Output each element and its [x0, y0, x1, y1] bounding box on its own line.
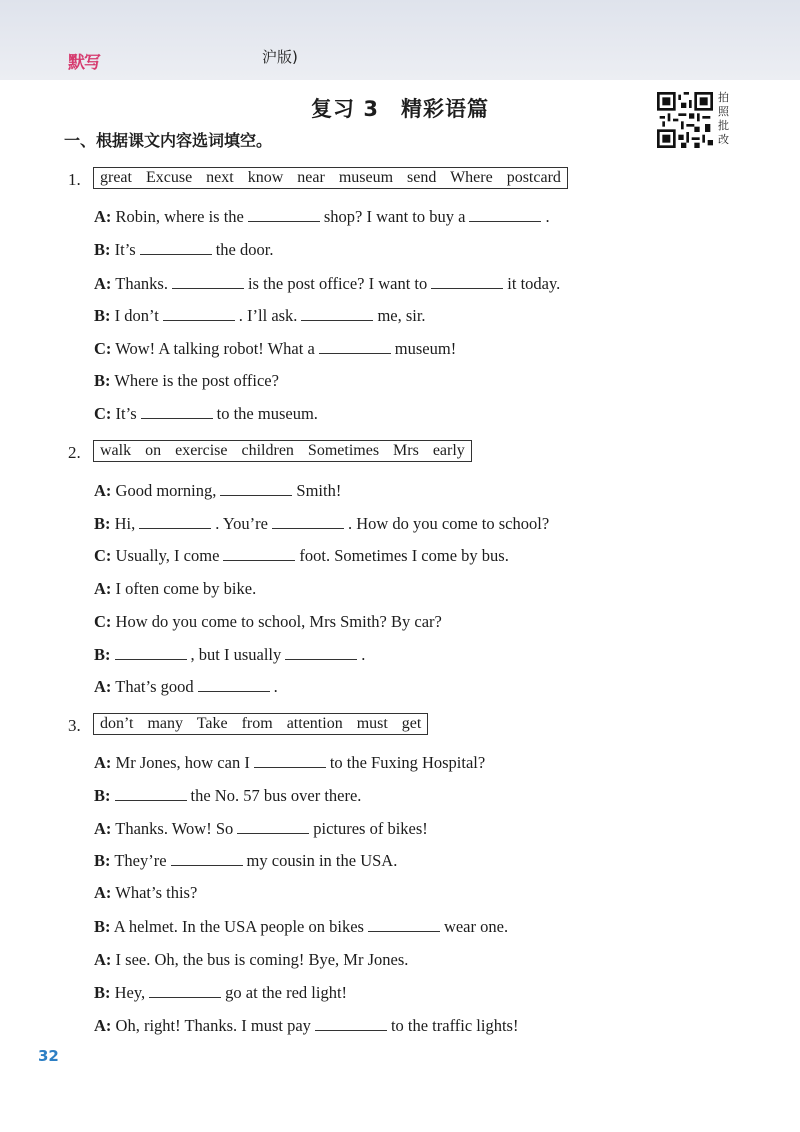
dialogue-line: C: How do you come to school, Mrs Smith? By car?	[94, 612, 442, 631]
dialogue-line: A: Oh, right! Thanks. I must pay to the traffic lights!	[94, 1016, 519, 1035]
dialogue-line: B: A helmet. In the USA people on bikes wear one.	[94, 917, 509, 936]
dialogue-line: B: Hey, go at the red light!	[94, 983, 348, 1002]
answer-blank[interactable]	[115, 786, 187, 801]
answer-blank[interactable]	[149, 983, 221, 998]
section-heading: 一、根据课文内容选词填空。	[64, 131, 273, 150]
header-band	[0, 0, 800, 80]
dialogue-line: B: Where is the post office?	[94, 371, 279, 390]
answer-blank[interactable]	[171, 851, 243, 866]
dialogue-line: A: Thanks. is the post office? I want to it today.	[94, 274, 561, 293]
brand-logo: 默写	[68, 53, 100, 73]
answer-blank[interactable]	[469, 207, 541, 222]
answer-blank[interactable]	[115, 645, 187, 660]
page-number: 32	[38, 1047, 59, 1065]
dialogue-line: B: It’s the door.	[94, 240, 274, 259]
dialogue-line: C: It’s to the museum.	[94, 404, 318, 423]
answer-blank[interactable]	[272, 514, 344, 529]
qr-scan-label: 拍 照 批 改	[718, 91, 729, 146]
answer-blank[interactable]	[163, 306, 235, 321]
dialogue-line: C: Usually, I come foot. Sometimes I come by bus.	[94, 546, 509, 565]
edition-label: 沪版)	[262, 48, 298, 66]
answer-blank[interactable]	[301, 306, 373, 321]
question-number: 1.	[68, 170, 81, 189]
dialogue-line: B: They’re my cousin in the USA.	[94, 851, 398, 870]
question-number: 2.	[68, 443, 81, 462]
word-bank: don’t many Take from attention must get	[93, 713, 428, 735]
answer-blank[interactable]	[237, 819, 309, 834]
page-title: 复习 3 精彩语篇	[311, 97, 489, 121]
answer-blank[interactable]	[254, 753, 326, 768]
answer-blank[interactable]	[319, 339, 391, 354]
question-number: 3.	[68, 716, 81, 735]
dialogue-line: A: I see. Oh, the bus is coming! Bye, Mr Jones.	[94, 950, 409, 969]
word-bank: walk on exercise children Sometimes Mrs early	[93, 440, 472, 462]
answer-blank[interactable]	[431, 274, 503, 289]
answer-blank[interactable]	[223, 546, 295, 561]
dialogue-line: A: Mr Jones, how can I to the Fuxing Hospital?	[94, 753, 486, 772]
answer-blank[interactable]	[220, 481, 292, 496]
answer-blank[interactable]	[198, 677, 270, 692]
answer-blank[interactable]	[172, 274, 244, 289]
answer-blank[interactable]	[140, 240, 212, 255]
dialogue-line: A: Good morning, Smith!	[94, 481, 342, 500]
answer-blank[interactable]	[368, 917, 440, 932]
answer-blank[interactable]	[285, 645, 357, 660]
word-bank: great Excuse next know near museum send Where postcard	[93, 167, 568, 189]
qr-code-icon[interactable]	[657, 92, 713, 148]
dialogue-line: A: I often come by bike.	[94, 579, 257, 598]
dialogue-line: B: I don’t . I’ll ask. me, sir.	[94, 306, 426, 325]
answer-blank[interactable]	[139, 514, 211, 529]
answer-blank[interactable]	[248, 207, 320, 222]
dialogue-line: A: What’s this?	[94, 883, 198, 902]
dialogue-line: A: That’s good .	[94, 677, 278, 696]
answer-blank[interactable]	[315, 1016, 387, 1031]
dialogue-line: C: Wow! A talking robot! What a museum!	[94, 339, 457, 358]
dialogue-line: A: Thanks. Wow! So pictures of bikes!	[94, 819, 428, 838]
dialogue-line: B: , but I usually .	[94, 645, 366, 664]
dialogue-line: A: Robin, where is the shop? I want to buy a .	[94, 207, 550, 226]
dialogue-line: B: Hi, . You’re . How do you come to school?	[94, 514, 550, 533]
dialogue-line: B: the No. 57 bus over there.	[94, 786, 362, 805]
answer-blank[interactable]	[141, 404, 213, 419]
